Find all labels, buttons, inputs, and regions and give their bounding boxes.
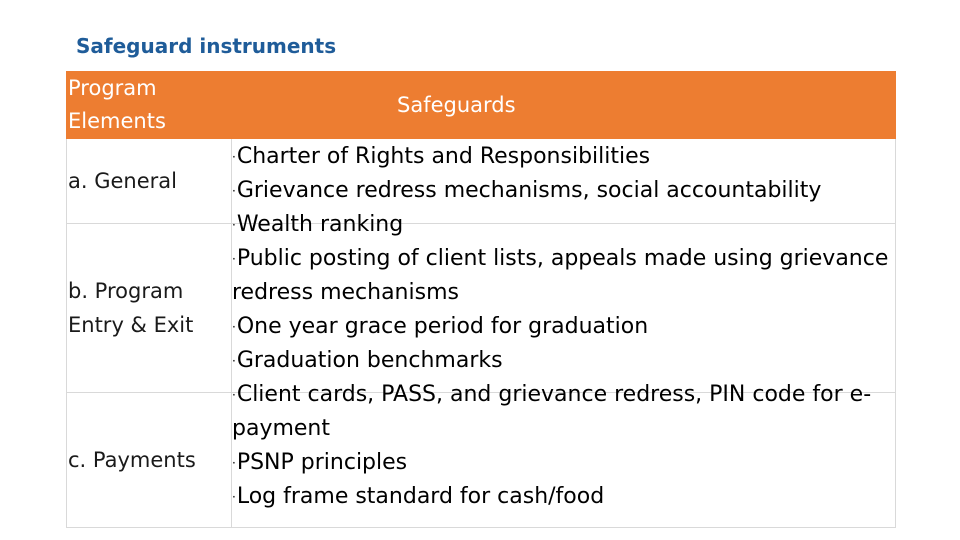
- list-item: [232, 208, 895, 242]
- safeguards-list: [231, 140, 895, 514]
- list-item: [232, 480, 895, 514]
- program-element-cell: a. General: [67, 139, 232, 224]
- bullet-icon: ·: [232, 252, 236, 266]
- program-element-cell: c. Payments: [67, 393, 232, 528]
- bullet-icon: ·: [232, 150, 236, 164]
- safeguards-column: [231, 140, 895, 514]
- bullet-icon: ·: [232, 456, 236, 470]
- list-item: [232, 242, 895, 310]
- safeguard-text: Charter of Rights and Responsibilities: [236, 144, 651, 169]
- safeguard-text: Log frame standard for cash/food: [236, 484, 605, 509]
- safeguard-text: Grievance redress mechanisms, social accountability: [236, 178, 822, 203]
- list-item: [232, 446, 895, 480]
- safeguard-text: Wealth ranking: [236, 212, 404, 237]
- list-item: [232, 310, 895, 344]
- bullet-icon: ·: [232, 388, 236, 402]
- bullet-icon: ·: [232, 218, 236, 232]
- header-program-elements: Program Elements: [67, 72, 232, 139]
- bullet-icon: ·: [232, 354, 236, 368]
- list-item: [232, 140, 895, 174]
- list-item: [232, 174, 895, 208]
- table-header-row: [67, 72, 896, 139]
- safeguard-text: PSNP principles: [236, 450, 408, 475]
- list-item: [232, 344, 895, 378]
- bullet-icon: ·: [232, 320, 236, 334]
- safeguard-text: Graduation benchmarks: [236, 348, 503, 373]
- safeguard-text: Public posting of client lists, appeals made using grievance redress mechanisms: [232, 246, 889, 305]
- program-element-cell: b. Program Entry & Exit: [67, 224, 232, 393]
- header-safeguards: Safeguards: [232, 72, 896, 139]
- bullet-icon: ·: [232, 490, 236, 504]
- slide-title: Safeguard instruments: [76, 34, 337, 58]
- safeguard-text: Client cards, PASS, and grievance redress, PIN code for e-payment: [232, 382, 872, 441]
- safeguard-text: One year grace period for graduation: [236, 314, 649, 339]
- list-item: [232, 378, 895, 446]
- bullet-icon: ·: [232, 184, 236, 198]
